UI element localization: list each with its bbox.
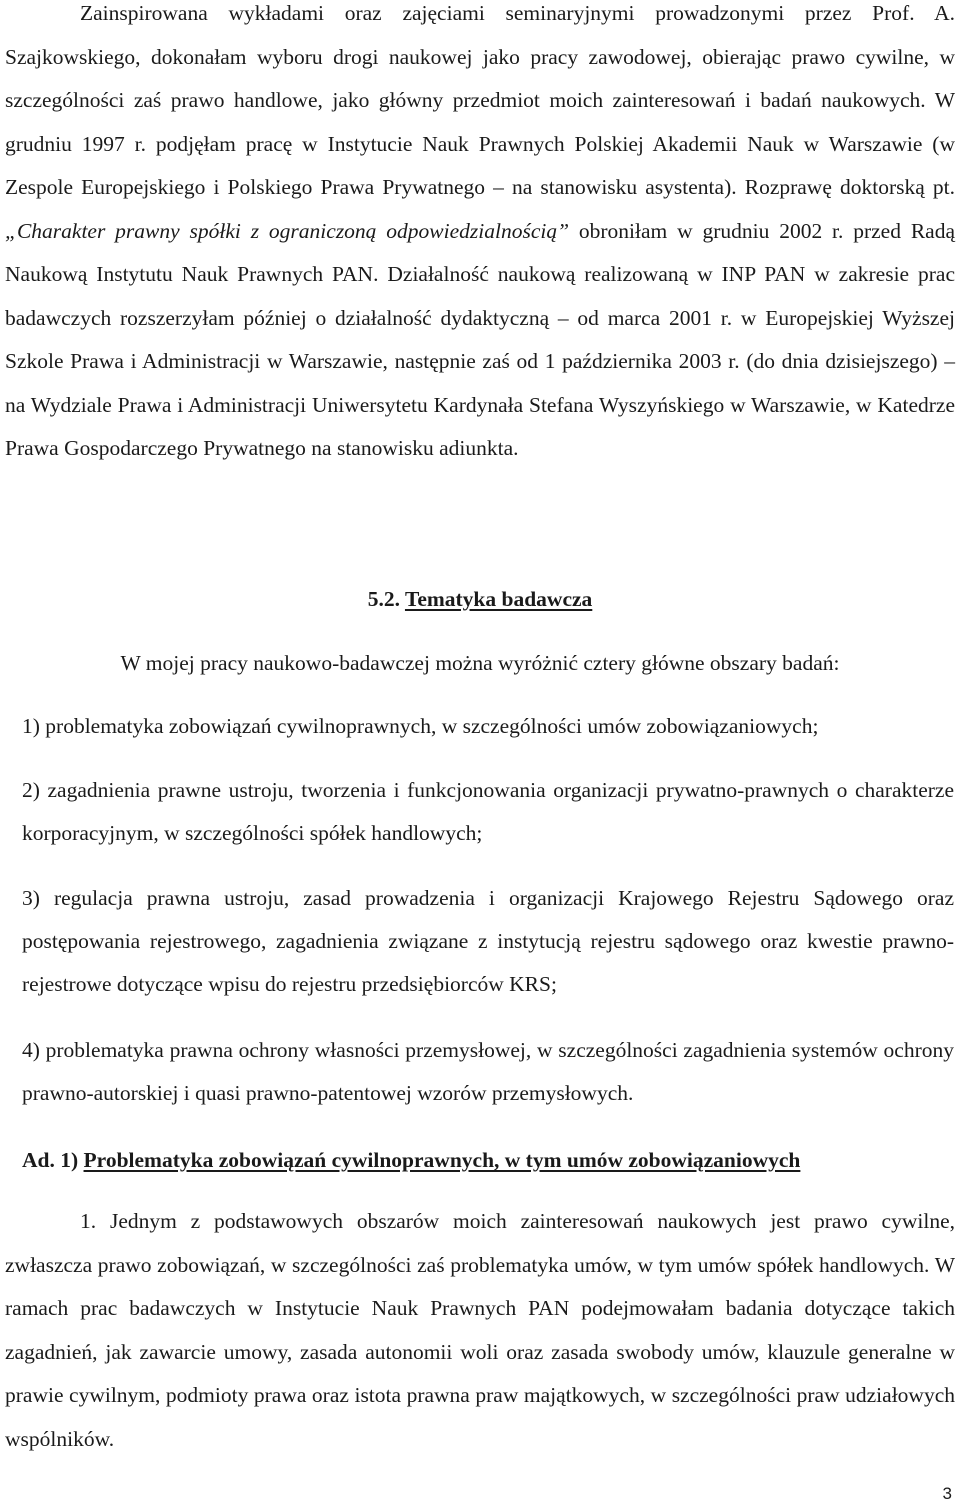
area-item-4: 4) problematyka prawna ochrony własności przemysłowej, w szczególności zagadnienia systemów ochrony prawno-autorskiej i quasi prawno-patentowej wzorów przemysłowych. (22, 1038, 954, 1105)
section-number: 5.2. (367, 587, 400, 611)
page-number: 3 (942, 1484, 952, 1503)
intro-paragraph (5, 0, 955, 471)
section-title: Tematyka badawcza (404, 587, 593, 611)
intro-text-part2: obroniłam w grudniu 2002 r. przed Radą Naukową Instytutu Nauk Prawnych PAN. Działalność naukową realizowaną w INP PAN w zakresie prac badawczych rozszerzyłam później o działalność dydaktyczną – od marca 2001 r. w Europejskiej Wyższej Szkole Prawa i Administracji w Warszawie, następnie zaś od 1 października 2003 r. (do dnia dzisiejszego) – na Wydziale Prawa i Administracji Uniwersytetu Kardynała Stefana Wyszyńskiego w Warszawie, w Katedrze Prawa Gospodarczego Prywatnego na stanowisku adiunkta. (5, 218, 955, 460)
area-item-3: 3) regulacja prawna ustroju, zasad prowadzenia i organizacji Krajowego Rejestru Sądowego oraz postępowania rejestrowego, zagadnienia związane z instytucją rejestru sądowego oraz kwestie prawno-rejestrowe dotyczące wpisu do rejestru przedsiębiorców KRS; (22, 886, 954, 996)
lead-sentence: W mojej pracy naukowo-badawczej można wyróżnić cztery główne obszary badań: (120, 651, 840, 675)
paragraph-1: 1. Jednym z podstawowych obszarów moich zainteresowań naukowych jest prawo cywilne, zwłaszcza prawo zobowiązań, w szczególności zaś problematyka umów, w tym umów spółek handlowych. W ramach prac badawczych w Instytucie Nauk Prawnych PAN podejmowałam badania dotyczące takich zagadnień, jak zawarcie umowy, zasada autonomii woli oraz zasada swobody umów, klauzule generalne w prawie cywilnym, podmioty prawa oraz istota prawna praw majątkowych, w szczególności praw udziałowych wspólników. (5, 1209, 955, 1451)
area-item-1: 1) problematyka zobowiązań cywilnoprawnych, w szczególności umów zobowiązaniowych; (22, 714, 819, 738)
intro-text-part1: Zainspirowana wykładami oraz zajęciami seminaryjnymi prowadzonymi przez Prof. A. Szajkowskiego, dokonałam wyboru drogi naukowej jako pracy zawodowej, obierając prawo cywilne, w szczególności zaś prawo handlowe, jako główny przedmiot moich zainteresowań i badań naukowych. W grudniu 1997 r. podjęłam pracę w Instytucie Nauk Prawnych Polskiej Akademii Nauk w Warszawie (w Zespole Europejskiego i Polskiego Prawa Prywatnego – na stanowisku asystenta). Rozprawę doktorską pt. (5, 1, 955, 199)
ad-heading (22, 1145, 960, 1175)
ad-title: Problematyka zobowiązań cywilnoprawnych, w tym umów zobowiązaniowych (83, 1148, 801, 1172)
area-item-2: 2) zagadnienia prawne ustroju, tworzenia i funkcjonowania organizacji prywatno-prawnych o charakterze korporacyjnym, w szczególności spółek handlowych; (22, 778, 954, 845)
thesis-title: „Charakter prawny spółki z ograniczoną odpowiedzialnością” (5, 218, 570, 243)
section-heading (0, 584, 960, 614)
ad-prefix: Ad. 1) (22, 1148, 79, 1172)
